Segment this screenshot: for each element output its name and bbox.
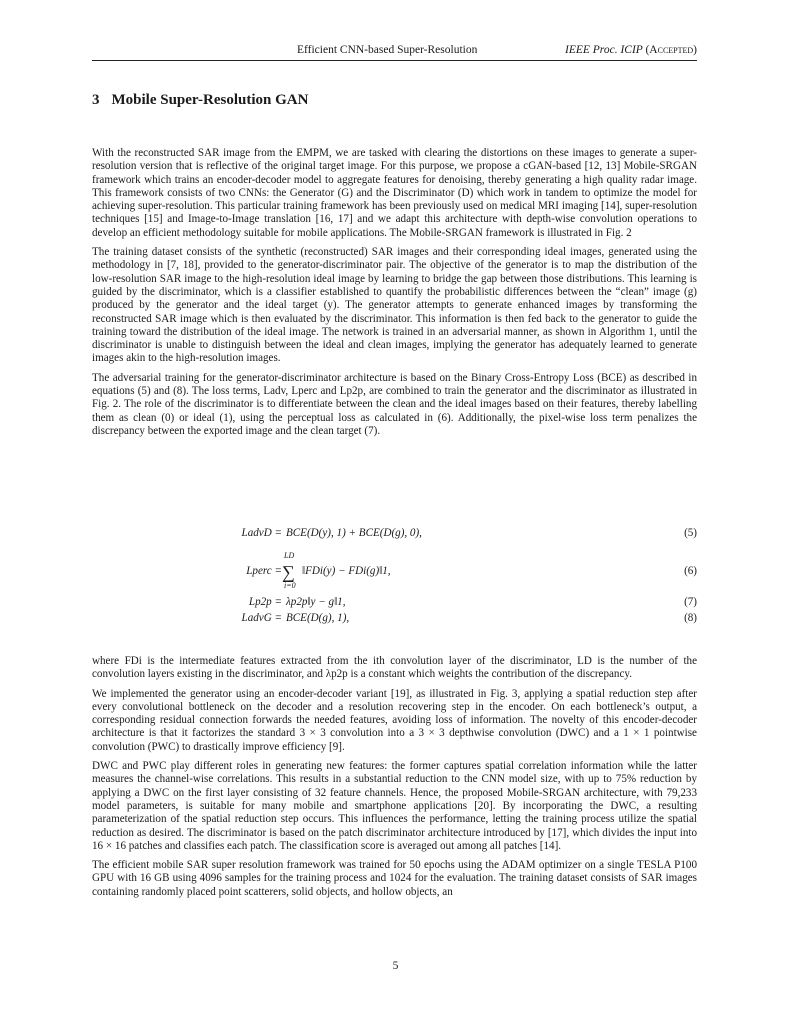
summation-sign: ∑ xyxy=(282,562,295,582)
equation-rhs: BCE(D(y), 1) + BCE(D(g), 0), xyxy=(286,527,422,539)
section-title: Mobile Super-Resolution GAN xyxy=(111,92,309,108)
equation-block xyxy=(92,527,697,637)
equation-number: (6) xyxy=(684,565,697,577)
header-rule xyxy=(92,60,697,61)
body-text-upper xyxy=(92,147,697,444)
equation-lhs: Lp2p = xyxy=(248,596,282,608)
equation-number: (7) xyxy=(684,596,697,608)
sum-upper-limit: LD xyxy=(284,551,295,560)
equation-number: (5) xyxy=(684,527,697,539)
sum-lower-limit: i=0 xyxy=(284,581,296,590)
paragraph: With the reconstructed SAR image from the EMPM, we are tasked with clearing the distortions on these images to generate a super-resolution version that is reflective of the original target image. For this purpose, we propose a cGAN-based [12, 13] Mobile-SRGAN framework which trains an encoder-decoder model to aggregate features for denoising, thereby generating a high quality radar image. This framework consists of two CNNs: the Generator (G) and the Discriminator (D) which work in tandem to optimize the model for achieving super-resolution. This particular training framework has been previously used on medical MRI imaging [14], super-resolution techniques [15] and Image-to-Image translation [16, 17] and we adapt this architecture with depth-wise convolution operations to develop an efficient methodology suitable for mobile applications. The Mobile-SRGAN framework is illustrated in Fig. 2 xyxy=(92,147,697,239)
equation-5 xyxy=(92,527,697,543)
header-title: Efficient CNN-based Super-Resolution xyxy=(297,44,478,56)
header-status: (Accepted) xyxy=(645,44,697,56)
paragraph: The adversarial training for the generator-discriminator architecture is based on the Binary Cross-Entropy Loss (BCE) as described in equations (5) and (8). The loss terms, Ladv, Lperc and Lp2p, are combined to train the generator and the discriminator as illustrated in Fig. 2. The role of the discriminator is to differentiate between the clean and the ideal images based on their features, thereby labelling them as clean (0) or ideal (1), using the perceptual loss as calculated in (6). Additionally, the pixel-wise loss term penalizes the discrepancy between the exported image and the clean target (7). xyxy=(92,371,697,437)
equation-6 xyxy=(92,551,697,590)
equation-lhs: LadvD = xyxy=(241,527,282,539)
page-number: 5 xyxy=(392,960,399,972)
section-number: 3 xyxy=(92,92,100,108)
body-text-lower xyxy=(92,655,697,905)
equation-lhs: Lperc = xyxy=(246,565,282,577)
equation-number: (8) xyxy=(684,612,697,624)
equation-8 xyxy=(92,612,697,628)
equation-rhs: ‖FDi(y) − FDi(g)‖1, xyxy=(302,565,391,577)
paragraph: DWC and PWC play different roles in generating new features: the former captures spatial correlation information while the latter measures the channel-wise correlations. This results in a substantial reduction to the CNN model size, with up to 75% reduction by applying a DWC on the first layer consisting of 32 feature channels. Hence, the proposed Mobile-SRGAN architecture, with 79,233 model parameters, is suitable for many mobile and smartphone applications [20]. By incorporating the DWC, a resulting parameterization of the spatial reduction step occurs. This influences the performance, letting the training process utilize the spatial reduction as desired. The discriminator is based on the patch discriminator architecture introduced by [17], which divides the input into 16 × 16 patches and classifies each patch. The classification score is averaged out among all patches [14]. xyxy=(92,760,697,852)
equation-rhs: BCE(D(g), 1), xyxy=(286,612,350,624)
equation-rhs: λp2p‖y − g‖1, xyxy=(286,596,346,608)
paragraph: The training dataset consists of the synthetic (reconstructed) SAR images and their corresponding ideal images, generated using the methodology in [7, 18], provided to the generator-discriminator pair. The objective of the generator is to map the distribution of the low-resolution SAR image to the high-resolution ideal image by learning to bridge the gap between those distributions. This learning is guided by the discriminator, which is a classifier established to quantify the probabilistic differences between the “clean” image (g) produced by the generator and the ideal target (y). The generator attempts to generate enhanced images by transforming the reconstructed SAR image which is then evaluated by the discriminator. This information is then fed back to the generator to guide the training toward the distribution of the ideal image. The network is trained in an adversarial manner, as shown in Algorithm 1, until the discriminator is unable to distinguish between the ideal and clean images, implying the generator has adequately learned to generate images akin to the high-resolution images. xyxy=(92,246,697,365)
paragraph: where FDi is the intermediate features extracted from the ith convolution layer of the discriminator, LD is the number of the convolution layers existing in the discriminator, and λp2p is a constant which weights the contribution of the discrepancy. xyxy=(92,655,697,681)
paragraph: We implemented the generator using an encoder-decoder variant [19], as illustrated in Fig. 3, applying a spatial reduction step after every convolutional bottleneck on the decoder and a resolution recovering step in the encoder. On each bottleneck’s output, a corresponding residual connection forwards the needed features, avoiding loss of information. The novelty of this encoder-decoder architecture is that it factorizes the standard 3 × 3 convolution into a 3 × 3 depthwise convolution (DWC) and a 1 × 1 pointwise convolution (PWC) to drastically improve efficiency [9]. xyxy=(92,687,697,753)
section-heading xyxy=(92,92,308,109)
header-venue-name: IEEE Proc. ICIP xyxy=(564,44,643,56)
running-header xyxy=(92,41,697,61)
equation-lhs: LadvG = xyxy=(241,612,282,624)
equation-7 xyxy=(92,596,697,612)
header-venue xyxy=(565,44,697,56)
paragraph: The efficient mobile SAR super resolution framework was trained for 50 epochs using the ADAM optimizer on a single TESLA P100 GPU with 16 GB using 4096 samples for the training process and 1024 for the evaluation. The training dataset consists of SAR images containing randomly placed point scatterers, solid objects, and hollow objects, an xyxy=(92,859,697,898)
